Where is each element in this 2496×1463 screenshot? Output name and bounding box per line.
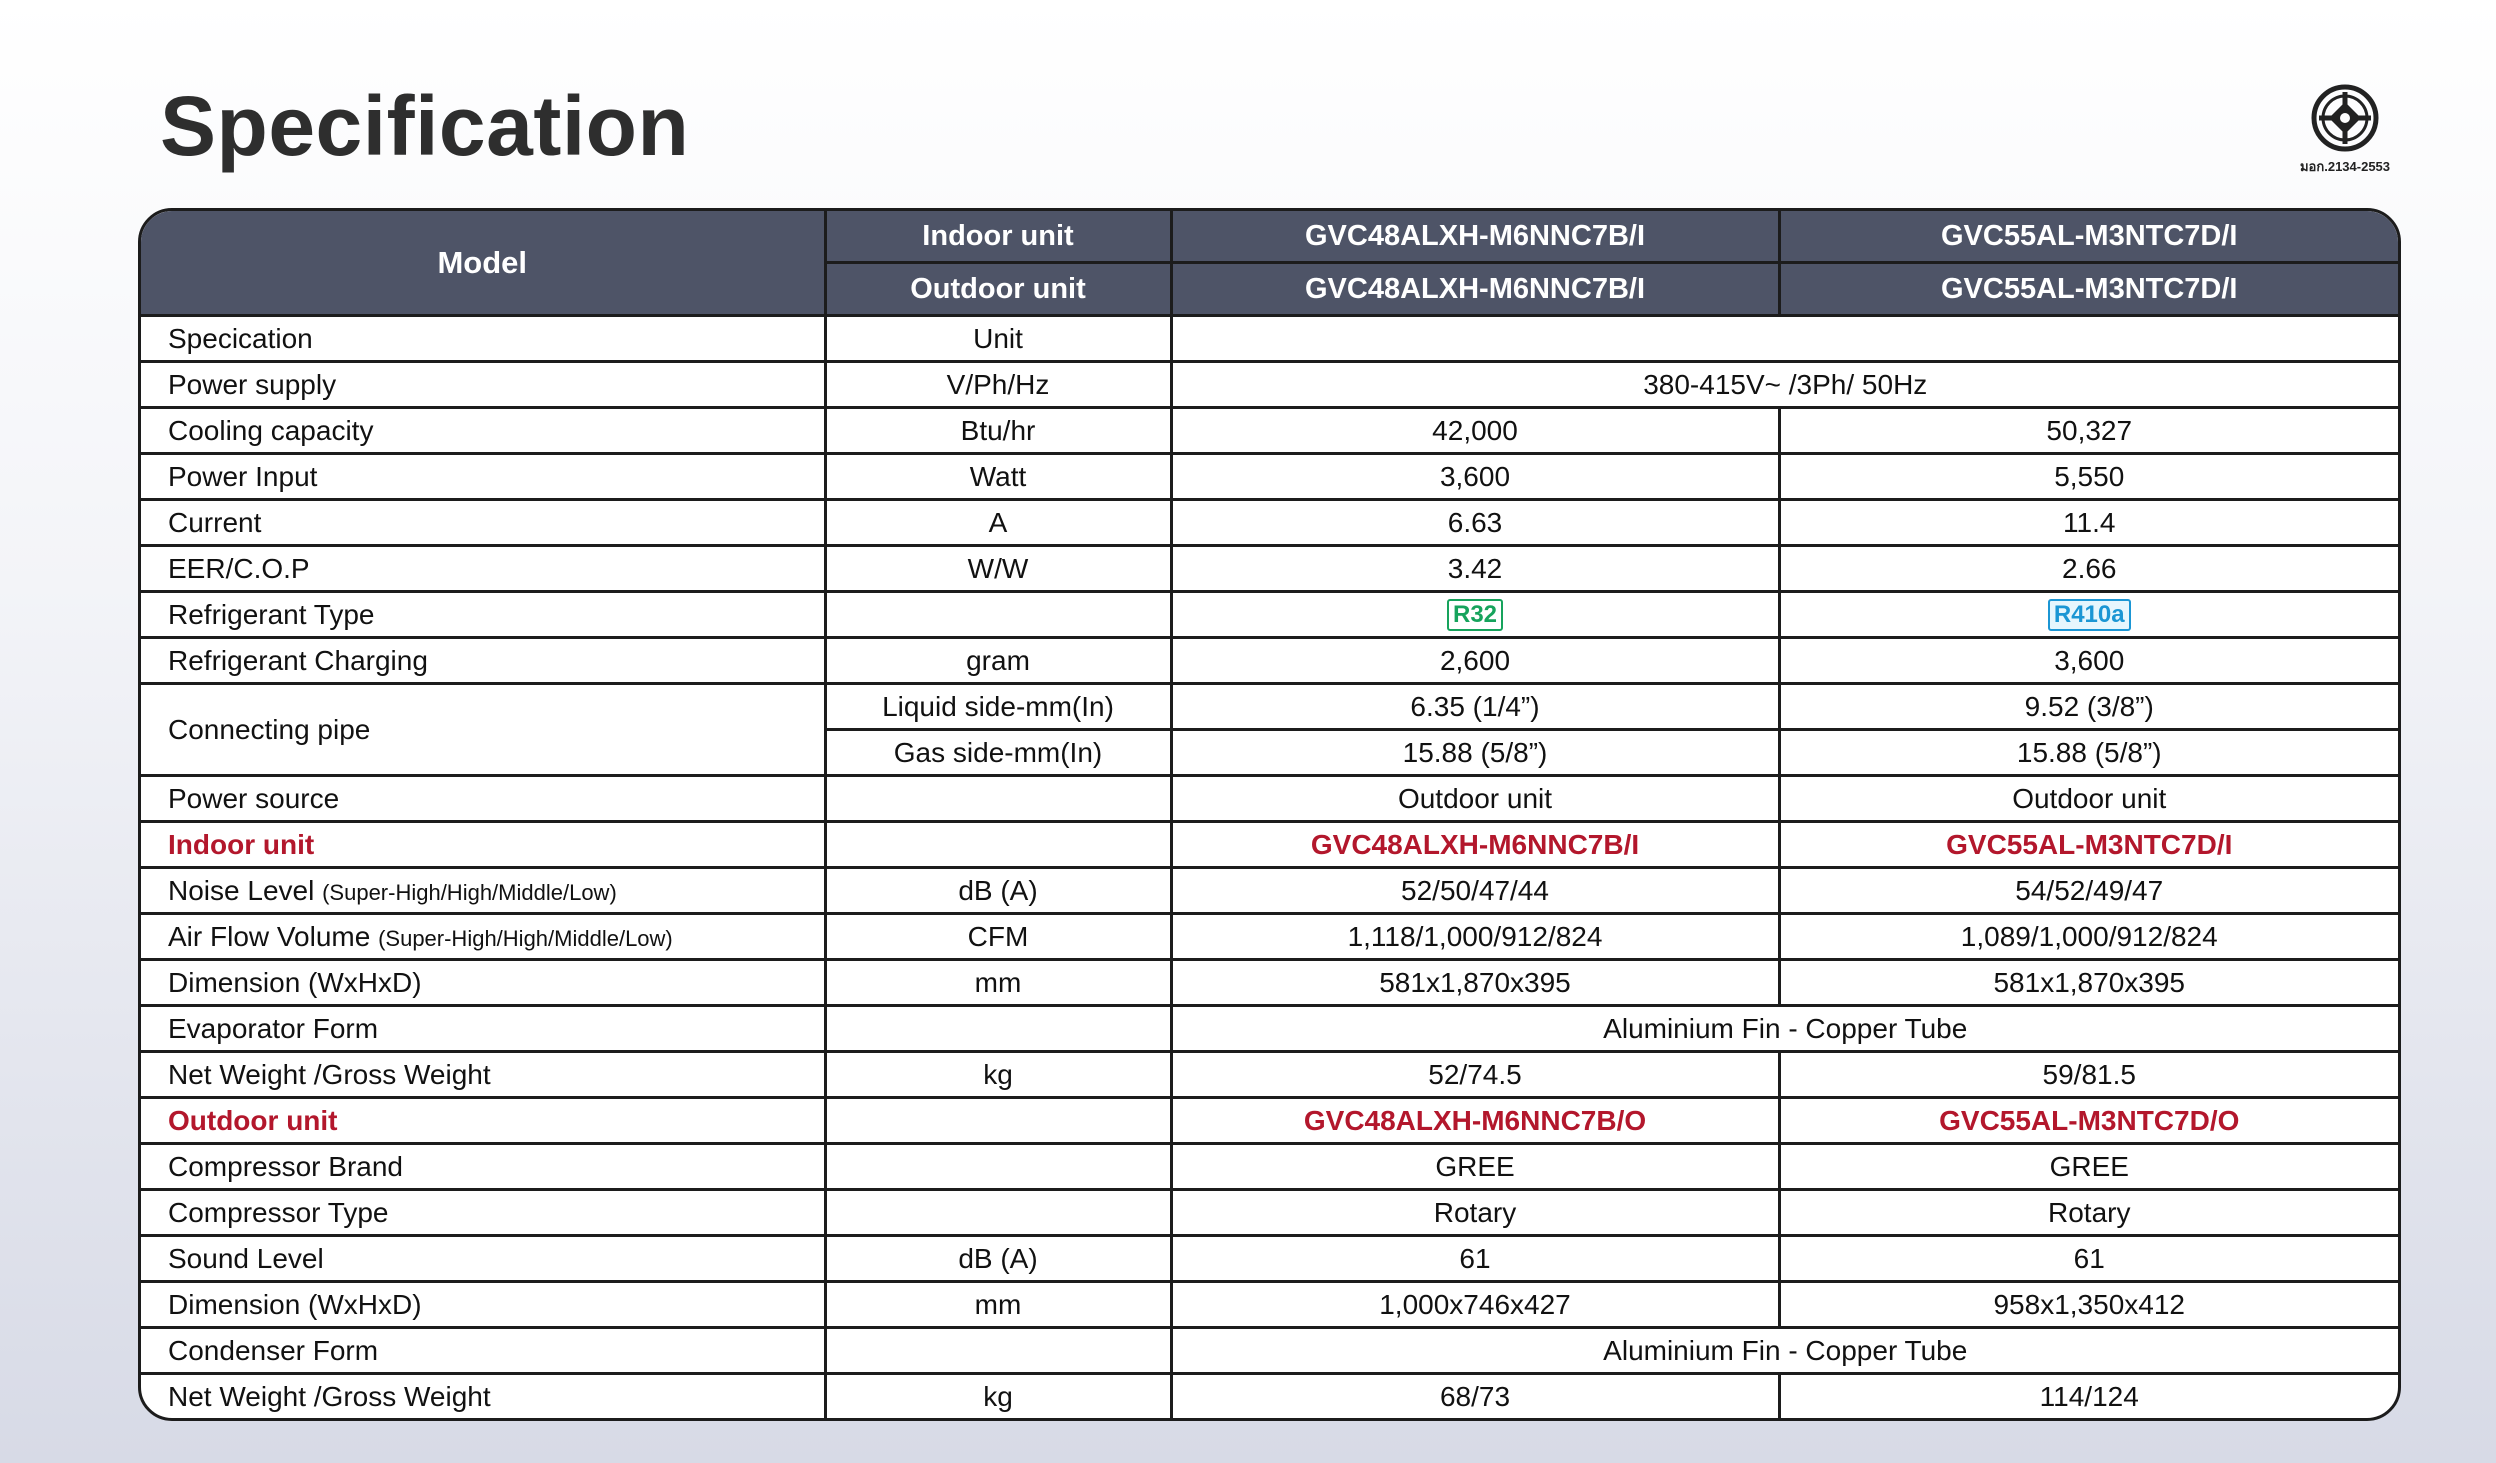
row-unit: gram <box>825 638 1171 684</box>
row-label: Net Weight /Gross Weight <box>141 1374 825 1419</box>
table-row <box>141 960 2398 1006</box>
row-value: 1,000x746x427 <box>1171 1282 1779 1328</box>
row-unit: mm <box>825 960 1171 1006</box>
row-unit <box>825 1006 1171 1052</box>
section-row-indoor <box>141 822 2398 868</box>
row-value: 15.88 (5/8”) <box>1779 730 2398 776</box>
table-row <box>141 1052 2398 1098</box>
row-unit: kg <box>825 1052 1171 1098</box>
row-unit: W/W <box>825 546 1171 592</box>
table-row <box>141 1374 2398 1419</box>
row-value: 50,327 <box>1779 408 2398 454</box>
row-value: 52/50/47/44 <box>1171 868 1779 914</box>
table-row <box>141 914 2398 960</box>
row-label: Sound Level <box>141 1236 825 1282</box>
row-value: 61 <box>1171 1236 1779 1282</box>
row-value: 380-415V~ /3Ph/ 50Hz <box>1171 362 2398 408</box>
row-unit: V/Ph/Hz <box>825 362 1171 408</box>
row-value: Outdoor unit <box>1779 776 2398 822</box>
row-value: 1,089/1,000/912/824 <box>1779 914 2398 960</box>
row-label: Current <box>141 500 825 546</box>
row-value: 6.35 (1/4”) <box>1171 684 1779 730</box>
row-value: Aluminium Fin - Copper Tube <box>1171 1006 2398 1052</box>
row-unit: A <box>825 500 1171 546</box>
row-value: 1,118/1,000/912/824 <box>1171 914 1779 960</box>
row-value: 5,550 <box>1779 454 2398 500</box>
table-row <box>141 546 2398 592</box>
row-unit <box>825 1328 1171 1374</box>
row-value: 2,600 <box>1171 638 1779 684</box>
row-unit <box>825 822 1171 868</box>
table-row <box>141 684 2398 730</box>
table-row <box>141 408 2398 454</box>
row-label-text: Air Flow Volume <box>168 920 371 952</box>
row-unit: dB (A) <box>825 868 1171 914</box>
tis-certification-icon <box>2311 84 2379 152</box>
row-label <box>141 868 825 914</box>
row-label: Compressor Brand <box>141 1144 825 1190</box>
row-label: Dimension (WxHxD) <box>141 960 825 1006</box>
row-value: 68/73 <box>1171 1374 1779 1419</box>
row-value: 114/124 <box>1779 1374 2398 1419</box>
table-row <box>141 1328 2398 1374</box>
row-unit <box>825 1190 1171 1236</box>
row-value: GREE <box>1779 1144 2398 1190</box>
outdoor-section-model-2: GVC55AL-M3NTC7D/O <box>1779 1098 2398 1144</box>
row-value: 9.52 (3/8”) <box>1779 684 2398 730</box>
row-value: 15.88 (5/8”) <box>1171 730 1779 776</box>
row-value: 54/52/49/47 <box>1779 868 2398 914</box>
row-unit: Unit <box>825 316 1171 362</box>
row-label: Connecting pipe <box>141 684 825 776</box>
row-value: 2.66 <box>1779 546 2398 592</box>
table-row <box>141 454 2398 500</box>
row-value: 61 <box>1779 1236 2398 1282</box>
tis-logo <box>2290 84 2400 177</box>
table-row <box>141 1190 2398 1236</box>
row-value: Rotary <box>1171 1190 1779 1236</box>
row-value: 52/74.5 <box>1171 1052 1779 1098</box>
row-value <box>1171 592 1779 638</box>
indoor-section-model-2: GVC55AL-M3NTC7D/I <box>1779 822 2398 868</box>
row-unit: Watt <box>825 454 1171 500</box>
row-label: Specication <box>141 316 825 362</box>
row-label-sub: (Super-High/High/Middle/Low) <box>378 925 673 951</box>
row-label-text: Noise Level <box>168 874 315 906</box>
row-label: Dimension (WxHxD) <box>141 1282 825 1328</box>
row-value: 958x1,350x412 <box>1779 1282 2398 1328</box>
row-value: 3.42 <box>1171 546 1779 592</box>
indoor-unit-header: Indoor unit <box>825 211 1171 263</box>
r410a-badge: R410a <box>2048 599 2131 631</box>
row-value: Aluminium Fin - Copper Tube <box>1171 1328 2398 1374</box>
row-unit <box>825 776 1171 822</box>
row-value: 11.4 <box>1779 500 2398 546</box>
row-label: Power source <box>141 776 825 822</box>
table-row <box>141 592 2398 638</box>
row-value: 581x1,870x395 <box>1171 960 1779 1006</box>
row-unit: CFM <box>825 914 1171 960</box>
outdoor-unit-header: Outdoor unit <box>825 263 1171 316</box>
page-title: Specification <box>160 79 690 173</box>
row-label: Compressor Type <box>141 1190 825 1236</box>
row-label: Evaporator Form <box>141 1006 825 1052</box>
outdoor-model-1: GVC48ALXH-M6NNC7B/I <box>1171 263 1779 316</box>
row-value <box>1171 316 2398 362</box>
row-label: EER/C.O.P <box>141 546 825 592</box>
table-row <box>141 500 2398 546</box>
r32-badge: R32 <box>1447 599 1503 631</box>
row-unit: mm <box>825 1282 1171 1328</box>
row-value: Outdoor unit <box>1171 776 1779 822</box>
table-row <box>141 776 2398 822</box>
indoor-model-2: GVC55AL-M3NTC7D/I <box>1779 211 2398 263</box>
row-label: Cooling capacity <box>141 408 825 454</box>
outdoor-section-model-1: GVC48ALXH-M6NNC7B/O <box>1171 1098 1779 1144</box>
row-label: Refrigerant Type <box>141 592 825 638</box>
row-unit <box>825 1144 1171 1190</box>
outdoor-model-2: GVC55AL-M3NTC7D/I <box>1779 263 2398 316</box>
row-value: 3,600 <box>1779 638 2398 684</box>
row-value: 3,600 <box>1171 454 1779 500</box>
row-unit: Btu/hr <box>825 408 1171 454</box>
table-row <box>141 1282 2398 1328</box>
row-label-sub: (Super-High/High/Middle/Low) <box>322 879 617 905</box>
table-row <box>141 1006 2398 1052</box>
row-label <box>141 914 825 960</box>
row-unit: dB (A) <box>825 1236 1171 1282</box>
table-row <box>141 1236 2398 1282</box>
indoor-section-model-1: GVC48ALXH-M6NNC7B/I <box>1171 822 1779 868</box>
row-value: 42,000 <box>1171 408 1779 454</box>
row-value <box>1779 592 2398 638</box>
row-unit <box>825 592 1171 638</box>
section-label-indoor: Indoor unit <box>141 822 825 868</box>
indoor-model-1: GVC48ALXH-M6NNC7B/I <box>1171 211 1779 263</box>
row-unit: Gas side-mm(In) <box>825 730 1171 776</box>
row-value: 59/81.5 <box>1779 1052 2398 1098</box>
row-label: Power supply <box>141 362 825 408</box>
specification-table <box>138 208 2401 1421</box>
table-row <box>141 1144 2398 1190</box>
table-row <box>141 362 2398 408</box>
row-unit <box>825 1098 1171 1144</box>
row-label: Net Weight /Gross Weight <box>141 1052 825 1098</box>
row-value: Rotary <box>1779 1190 2398 1236</box>
section-label-outdoor: Outdoor unit <box>141 1098 825 1144</box>
header-row-indoor <box>141 211 2398 263</box>
tis-standard-code: มอก.2134-2553 <box>2299 159 2391 174</box>
row-unit: Liquid side-mm(In) <box>825 684 1171 730</box>
row-value: 581x1,870x395 <box>1779 960 2398 1006</box>
table-row <box>141 316 2398 362</box>
row-label: Refrigerant Charging <box>141 638 825 684</box>
section-row-outdoor <box>141 1098 2398 1144</box>
row-label: Power Input <box>141 454 825 500</box>
table-row <box>141 868 2398 914</box>
row-label: Condenser Form <box>141 1328 825 1374</box>
row-unit: kg <box>825 1374 1171 1419</box>
model-header: Model <box>141 211 825 316</box>
row-value: GREE <box>1171 1144 1779 1190</box>
table-row <box>141 638 2398 684</box>
row-value: 6.63 <box>1171 500 1779 546</box>
